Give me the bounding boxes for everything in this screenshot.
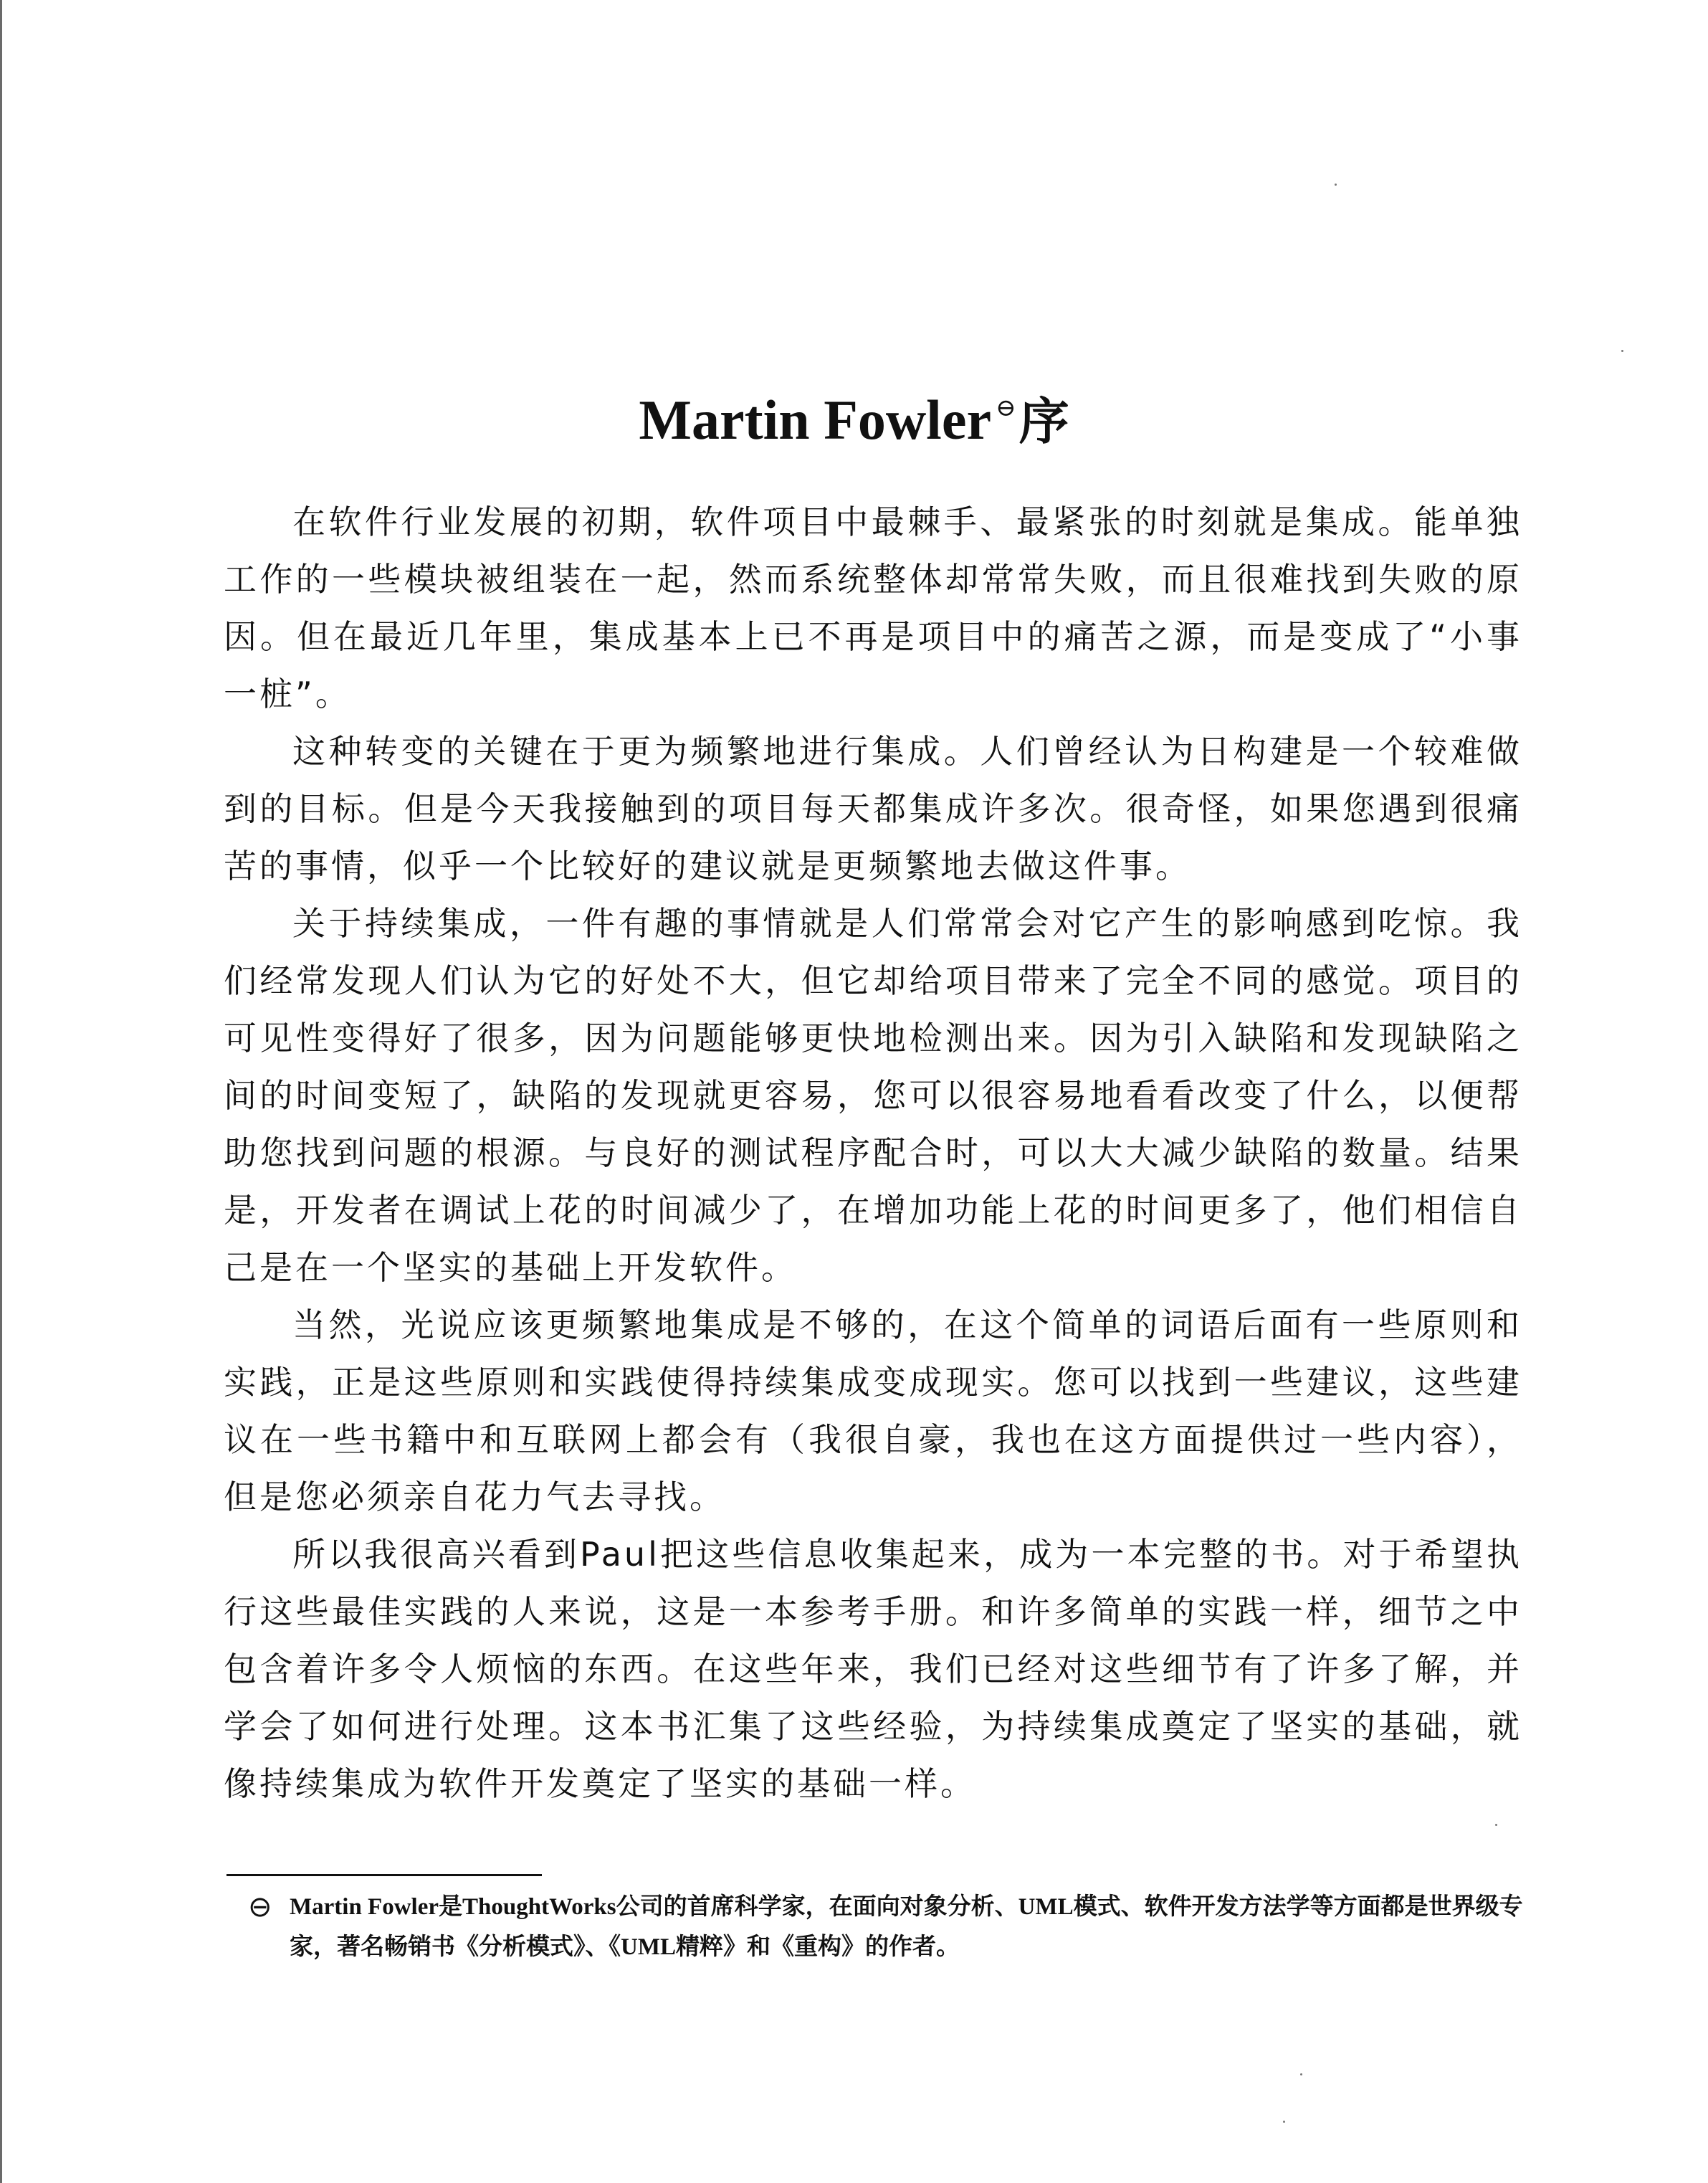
page-title [0,373,1708,457]
footnote-divider [226,1874,542,1876]
title-name: Martin Fowler [639,389,992,451]
foreword-body [224,493,1522,1812]
paragraph-5: 所以我很高兴看到Paul把这些信息收集起来，成为一本完整的书。对于希望执行这些最佳实践的人来说，这是一本参考手册。和许多简单的实践一样，细节之中包含着许多令人烦恼的东西。在这些年来，我们已经对这些细节有了许多了解，并学会了如何进行处理。这本书汇集了这些经验，为持续集成奠定了坚实的基础，就像持续集成为软件开发奠定了坚实的基础一样。 [224,1535,1522,1803]
footnote-mark: ⊖ [248,1890,272,1923]
scan-speck [1621,350,1623,352]
title-suffix: 序 [1018,392,1069,451]
page-left-edge [0,0,2,2183]
paragraph-4: 当然，光说应该更频繁地集成是不够的，在这个简单的词语后面有一些原则和实践，正是这些原则和实践使得持续集成变成现实。您可以找到一些建议，这些建议在一些书籍中和互联网上都会有（我很自豪，我也在这方面提供过一些内容），但是您必须亲自花力气去寻找。 [224,1305,1522,1516]
scan-speck [1300,2073,1302,2075]
footnote [248,1887,1537,1967]
scan-speck [1335,184,1337,186]
scan-speck [1495,1824,1497,1826]
scan-speck [1283,2121,1285,2123]
paragraph-2: 这种转变的关键在于更为频繁地进行集成。人们曾经认为日构建是一个较难做到的目标。但是今天我接触到的项目每天都集成许多次。很奇怪，如果您遇到很痛苦的事情，似乎一个比较好的建议就是更频繁地去做这件事。 [224,732,1522,885]
paragraph-1: 在软件行业发展的初期，软件项目中最棘手、最紧张的时刻就是集成。能单独工作的一些模块被组装在一起，然而系统整体却常常失败，而且很难找到失败的原因。但在最近几年里，集成基本上已不再是项目中的痛苦之源，而是变成了“小事一桩”。 [224,503,1522,713]
footnote-text: Martin Fowler是ThoughtWorks公司的首席科学家，在面向对象分析、UML模式、软件开发方法学等方面都是世界级专家，著名畅销书《分析模式》、《UML精粹》和《重构》的作者。 [290,1894,1523,1960]
paragraph-3: 关于持续集成，一件有趣的事情就是人们常常会对它产生的影响感到吃惊。我们经常发现人们认为它的好处不大，但它却给项目带来了完全不同的感觉。项目的可见性变得好了很多，因为问题能够更快地检测出来。因为引入缺陷和发现缺陷之间的时间变短了，缺陷的发现就更容易，您可以很容易地看看改变了什么，以便帮助您找到问题的根源。与良好的测试程序配合时，可以大大减少缺陷的数量。结果是，开发者在调试上花的时间减少了，在增加功能上花的时间更多了，他们相信自己是在一个坚实的基础上开发软件。 [224,904,1522,1287]
title-footnote-mark: ⊖ [996,395,1016,422]
